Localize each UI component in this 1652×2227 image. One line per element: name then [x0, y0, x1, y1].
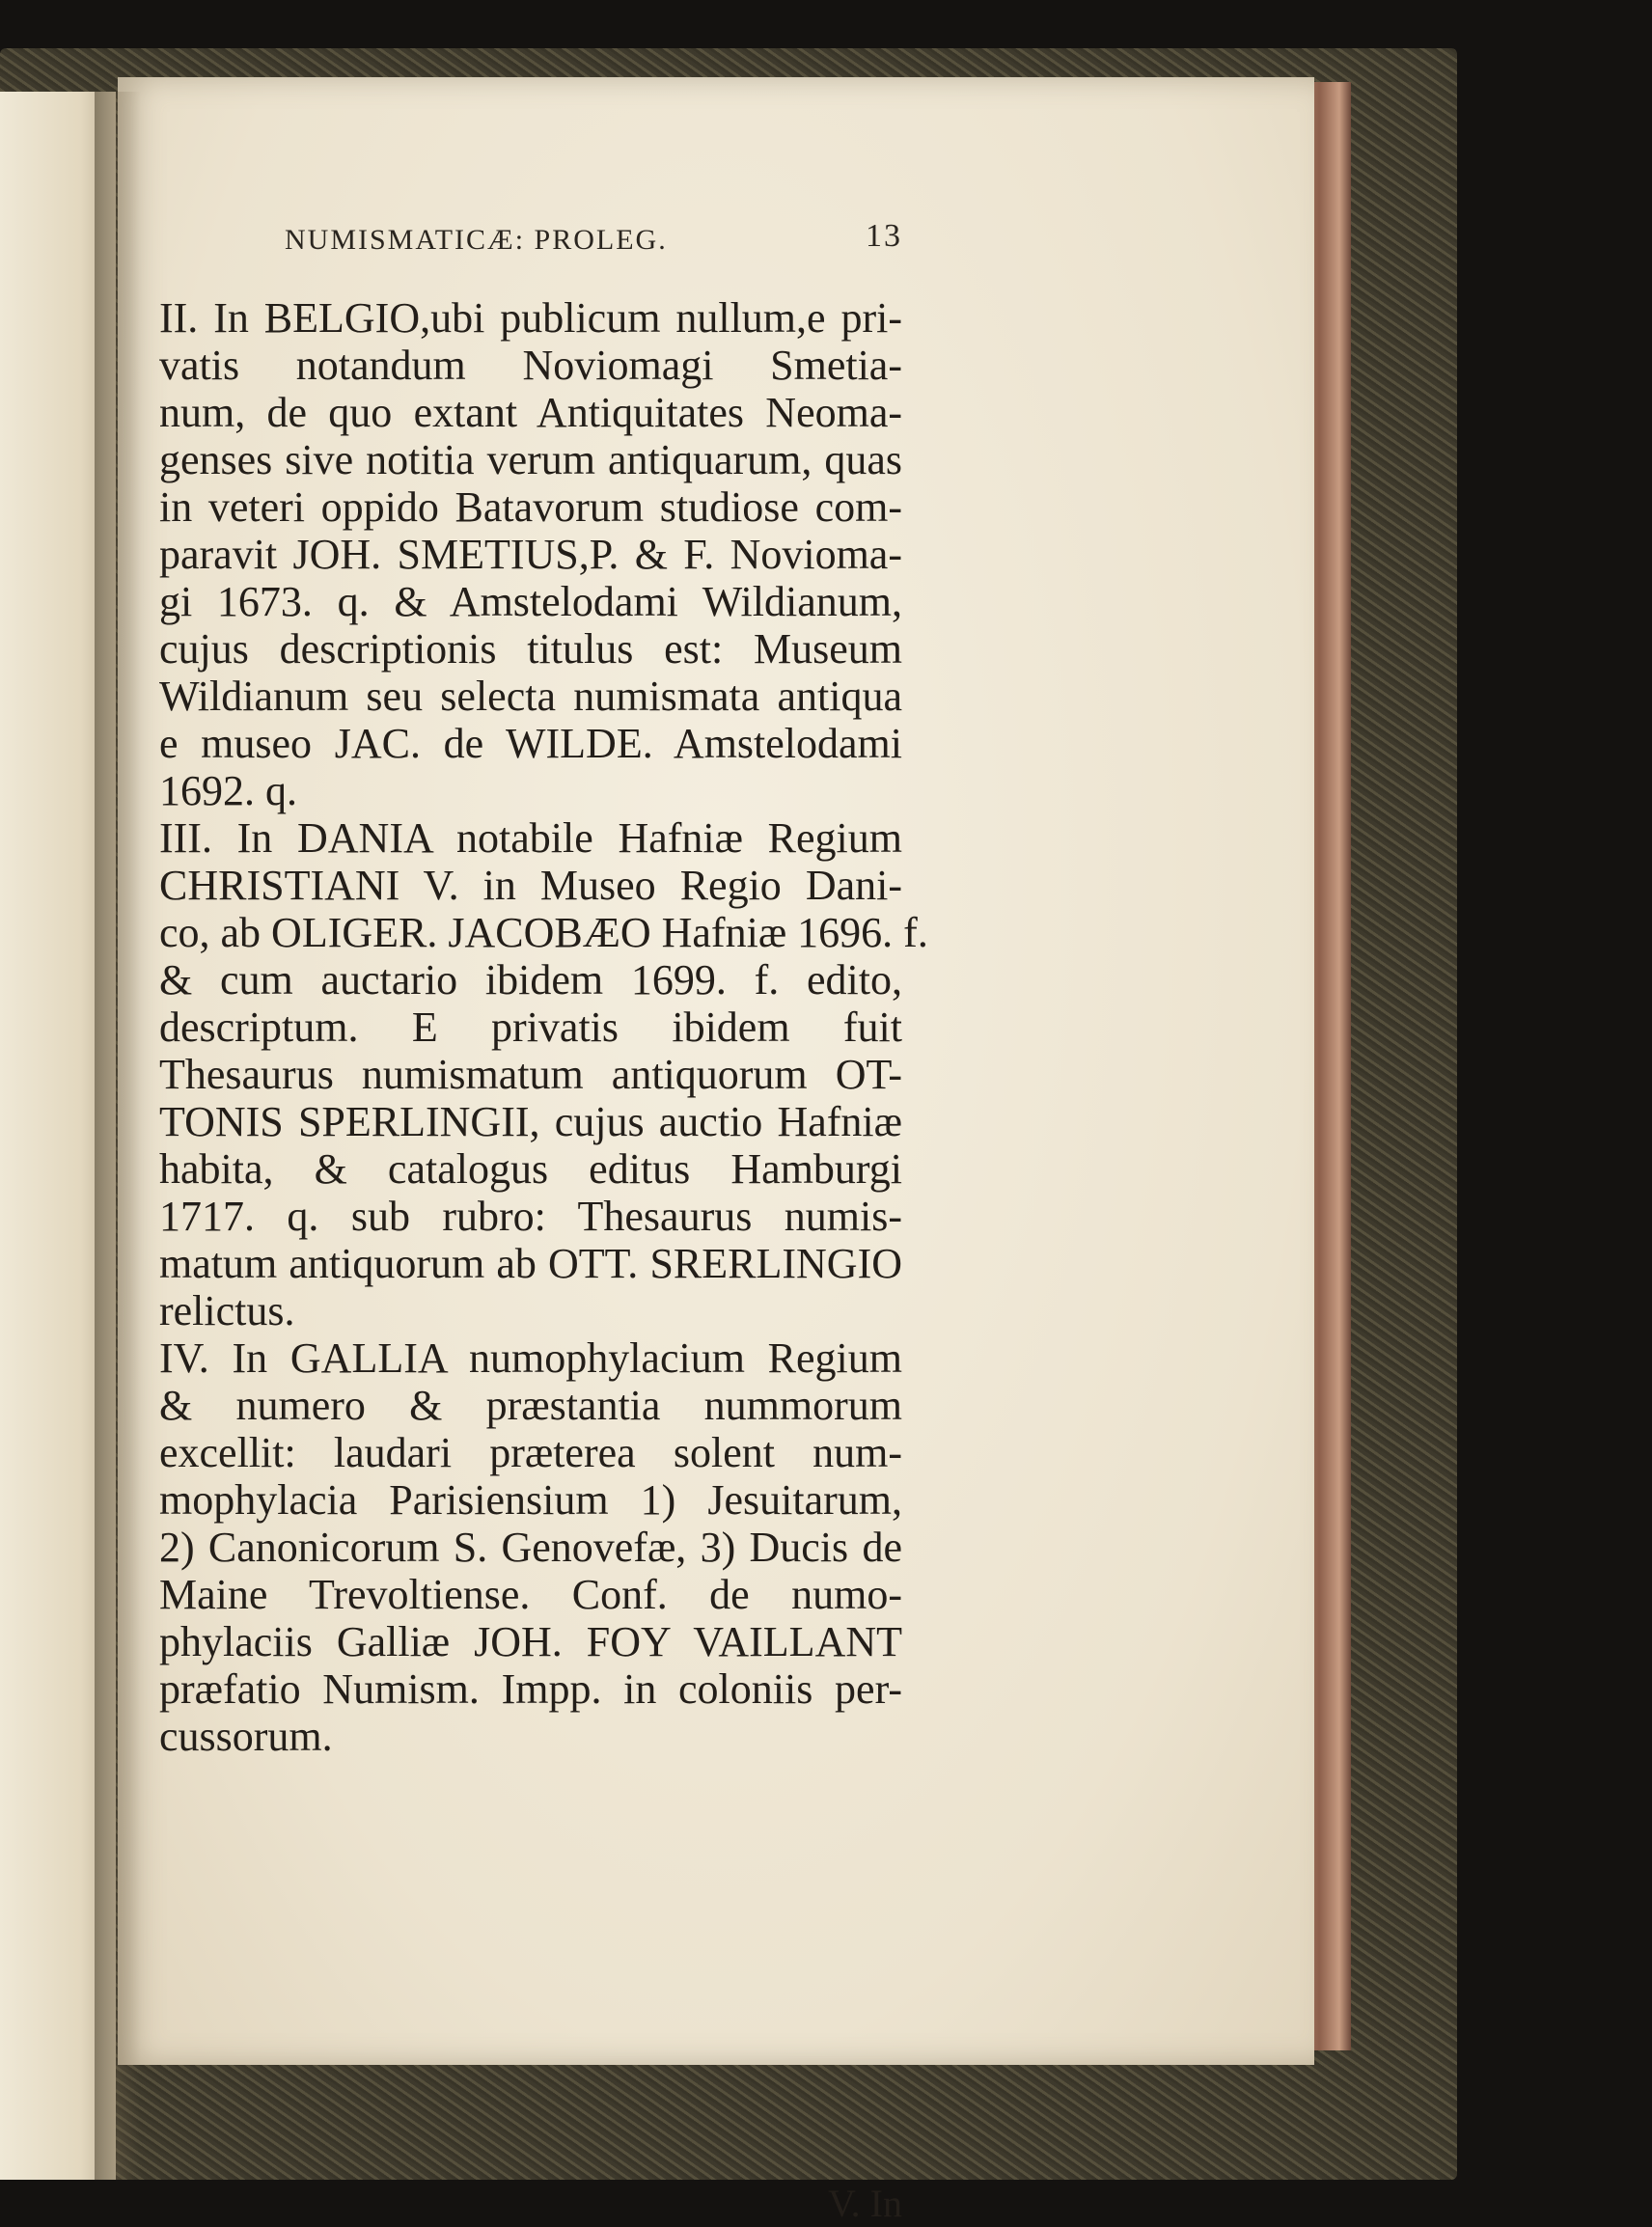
catchword: V. In	[827, 2182, 902, 2225]
text-line: CHRISTIANI V. in Museo Regio Dani-	[159, 862, 902, 909]
text-line: Thesaurus numismatum antiquorum OT-	[159, 1051, 902, 1098]
text-line: gi 1673. q. & Amstelodami Wildianum,	[159, 578, 902, 625]
text-line: IV. In GALLIA numophylacium Regium	[159, 1334, 902, 1382]
text-line: TONIS SPERLINGII, cujus auctio Hafniæ	[159, 1098, 902, 1145]
text-line: 1692. q.	[159, 767, 297, 814]
text-line: præfatio Numism. Impp. in coloniis per-	[159, 1665, 902, 1713]
text-line: vatis notandum Noviomagi Smetia-	[159, 342, 902, 389]
text-line: II. In BELGIO,ubi publicum nullum,e pri-	[159, 294, 902, 342]
text-line: 1717. q. sub rubro: Thesaurus numis-	[159, 1193, 902, 1240]
text-line: num, de quo extant Antiquitates Neoma-	[159, 389, 902, 436]
text-line: Wildianum seu selecta numismata antiqua	[159, 673, 902, 720]
text-line: paravit JOH. SMETIUS,P. & F. Novioma-	[159, 531, 902, 578]
spine-gutter	[95, 92, 141, 2180]
text-line: cussorum.	[159, 1713, 333, 1760]
text-line: 2) Canonicorum S. Genovefæ, 3) Ducis de	[159, 1524, 902, 1571]
text-line: relictus.	[159, 1287, 295, 1334]
text-line: in veteri oppido Batavorum studiose com-	[159, 483, 902, 531]
text-line: III. In DANIA notabile Hafniæ Regium	[159, 814, 902, 862]
text-line: phylaciis Galliæ JOH. FOY VAILLANT	[159, 1618, 902, 1665]
text-line: cujus descriptionis titulus est: Museum	[159, 625, 902, 673]
page-number: 13	[866, 218, 902, 254]
text-line: genses sive notitia verum antiquarum, quas	[159, 436, 902, 483]
text-line: descriptum. E privatis ibidem fuit	[159, 1004, 902, 1051]
text-line: mophylacia Parisiensium 1) Jesuitarum,	[159, 1476, 902, 1524]
text-line: e museo JAC. de WILDE. Amstelodami	[159, 720, 902, 767]
text-line: & numero & præstantia nummorum	[159, 1382, 902, 1429]
text-line: habita, & catalogus editus Hamburgi	[159, 1145, 902, 1193]
running-header	[285, 218, 902, 266]
text-line: matum antiquorum ab OTT. SRERLINGIO	[159, 1240, 902, 1287]
running-title: NUMISMATICÆ: PROLEG.	[285, 224, 668, 256]
text-line: excellit: laudari præterea solent num-	[159, 1429, 902, 1476]
text-line: Maine Trevoltiense. Conf. de numo-	[159, 1571, 902, 1618]
text-line: co, ab OLIGER. JACOBÆO Hafniæ 1696. f.	[159, 909, 928, 956]
body-text	[159, 294, 928, 1760]
text-line: & cum auctario ibidem 1699. f. edito,	[159, 956, 902, 1004]
